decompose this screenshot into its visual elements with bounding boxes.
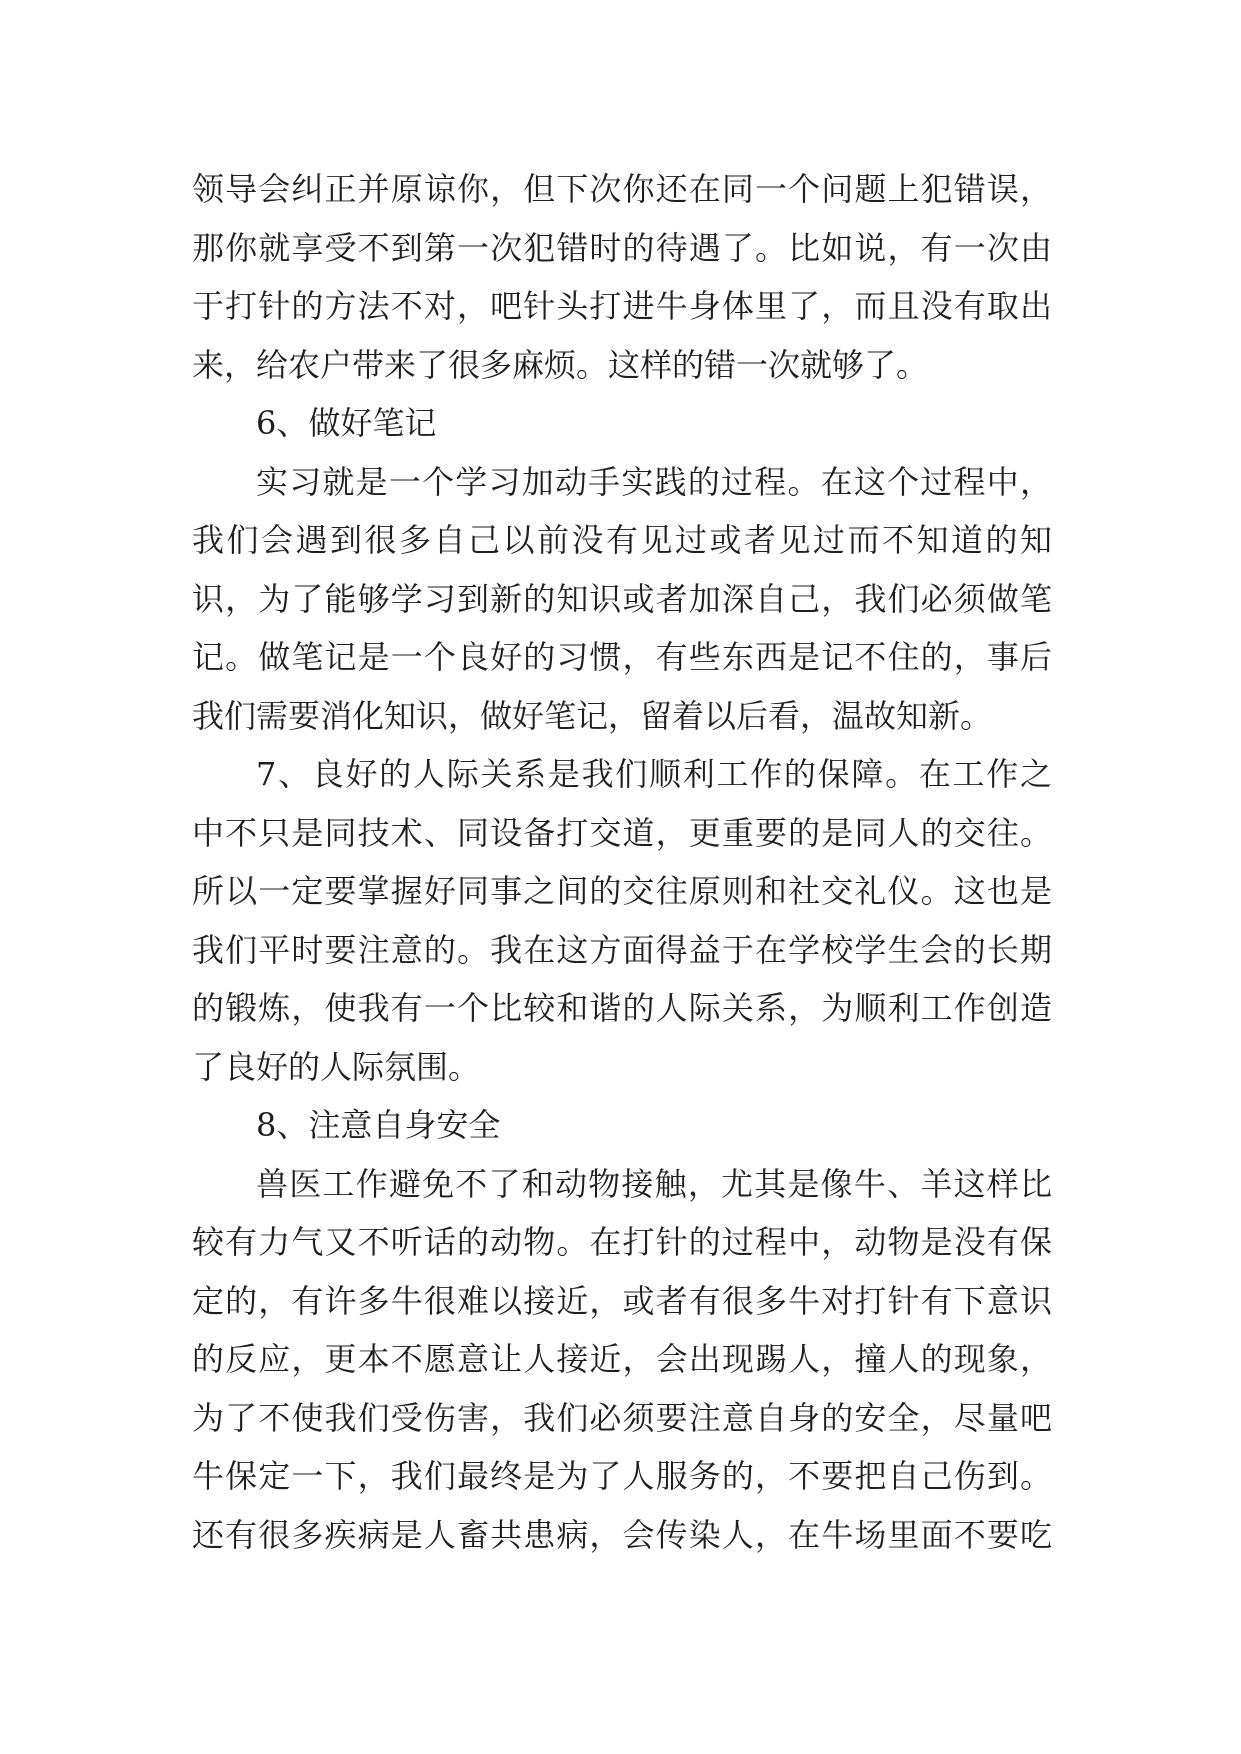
text-line: 为了不使我们受伤害，我们必须要注意自身的安全，尽量吧 xyxy=(192,1398,1052,1437)
text-line: 我们会遇到很多自己以前没有见过或者见过而不知道的知 xyxy=(192,521,1052,559)
text-line: 较有力气又不听话的动物。在打针的过程中，动物是没有保 xyxy=(192,1223,1052,1261)
text-line: 兽医工作避免不了和动物接触，尤其是像牛、羊这样比 xyxy=(256,1164,1052,1203)
section-heading: 8、注意自身安全 xyxy=(256,1106,501,1144)
text-line: 牛保定一下，我们最终是为了人服务的，不要把自己伤到。 xyxy=(192,1457,1052,1495)
text-line: 的锻炼，使我有一个比较和谐的人际关系，为顺利工作创造 xyxy=(192,989,1052,1027)
text-line: 还有很多疾病是人畜共患病，会传染人，在牛场里面不要吃 xyxy=(192,1515,1052,1554)
text-line: 的反应，更本不愿意让人接近，会出现踢人，撞人的现象， xyxy=(192,1340,1052,1378)
section-heading: 7、良好的人际关系是我们顺利工作的保障。在工作之 xyxy=(256,755,1052,793)
text-line: 记。做笔记是一个良好的习惯，有些东西是记不住的，事后 xyxy=(192,638,1052,676)
text-line: 那你就享受不到第一次犯错时的待遇了。比如说，有一次由 xyxy=(192,228,1052,267)
document-body xyxy=(192,160,1052,1564)
text-line: 了良好的人际氛围。 xyxy=(192,1047,481,1086)
text-line: 我们需要消化知识，做好笔记，留着以后看，温故知新。 xyxy=(192,696,993,735)
text-line: 识，为了能够学习到新的知识或者加深自己，我们必须做笔 xyxy=(192,579,1052,618)
text-line: 所以一定要掌握好同事之间的交往原则和社交礼仪。这也是 xyxy=(192,872,1052,910)
text-line: 中不只是同技术、同设备打交道，更重要的是同人的交往。 xyxy=(192,813,1052,852)
text-line: 我们平时要注意的。我在这方面得益于在学校学生会的长期 xyxy=(192,930,1052,969)
text-line: 实习就是一个学习加动手实践的过程。在这个过程中， xyxy=(256,462,1052,501)
section-heading: 6、做好笔记 xyxy=(256,404,437,442)
text-line: 领导会纠正并原谅你，但下次你还在同一个问题上犯错误， xyxy=(192,170,1052,208)
text-line: 定的，有许多牛很难以接近，或者有很多牛对打针有下意识 xyxy=(192,1281,1052,1320)
text-line: 来，给农户带来了很多麻烦。这样的错一次就够了。 xyxy=(192,345,929,384)
text-line: 于打针的方法不对，吧针头打进牛身体里了，而且没有取出 xyxy=(192,287,1052,325)
